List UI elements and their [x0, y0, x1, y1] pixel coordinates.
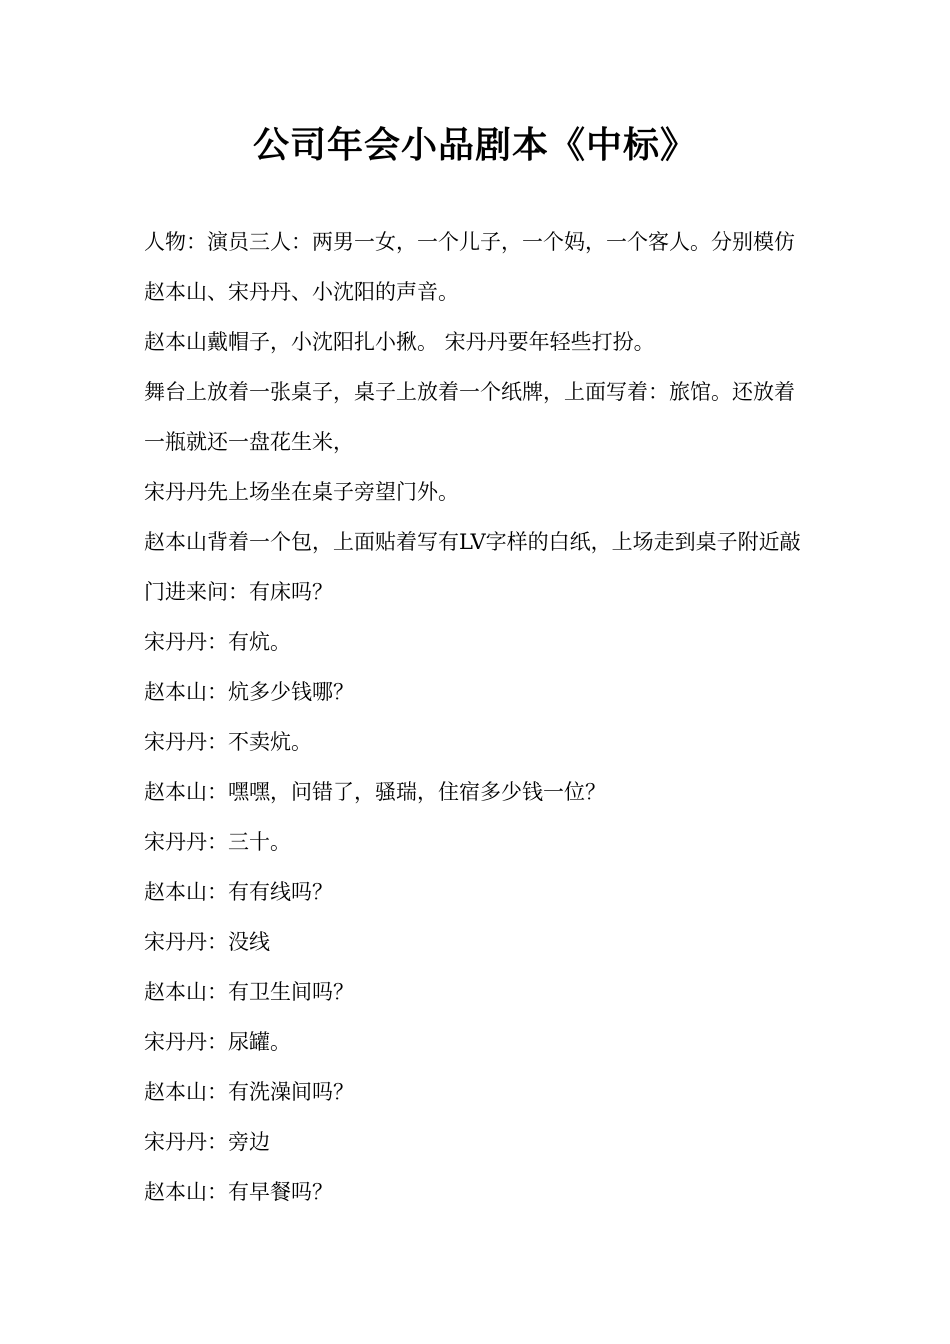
paragraph-stage-direction: 宋丹丹先上场坐在桌子旁望门外。 — [144, 480, 459, 504]
dialogue-line: 宋丹丹：不卖炕。 — [144, 730, 312, 754]
dialogue-line: 宋丹丹：旁边 — [144, 1130, 270, 1154]
dialogue-line: 赵本山：嘿嘿，问错了，骚瑞，住宿多少钱一位？ — [144, 780, 606, 804]
dialogue-line: 赵本山：炕多少钱哪？ — [144, 680, 354, 704]
script-body — [144, 217, 809, 1217]
dialogue-line: 宋丹丹：三十。 — [144, 830, 291, 854]
dialogue-line: 赵本山：有有线吗？ — [144, 880, 333, 904]
dialogue-line: 宋丹丹：没线 — [144, 930, 270, 954]
document-title: 公司年会小品剧本《中标》 — [252, 124, 697, 166]
paragraph-costume: 赵本山戴帽子，小沈阳扎小揪。 宋丹丹要年轻些打扮。 — [144, 330, 655, 354]
paragraph-stage-setting: 舞台上放着一张桌子，桌子上放着一个纸牌，上面写着：旅馆。还放着一瓶就还一盘花生米， — [144, 380, 795, 454]
dialogue-line: 宋丹丹：有炕。 — [144, 630, 291, 654]
paragraph-characters: 人物：演员三人：两男一女，一个儿子，一个妈，一个客人。分别模仿赵本山、宋丹丹、小沈阳的声音。 — [144, 230, 795, 304]
dialogue-line: 宋丹丹：尿罐。 — [144, 1030, 291, 1054]
dialogue-line: 赵本山：有卫生间吗？ — [144, 980, 354, 1004]
paragraph-stage-direction: 赵本山背着一个包，上面贴着写有LV字样的白纸，上场走到桌子附近敲门进来问：有床吗？ — [144, 530, 801, 604]
dialogue-line: 赵本山：有洗澡间吗？ — [144, 1080, 354, 1104]
dialogue-line: 赵本山：有早餐吗？ — [144, 1180, 333, 1204]
